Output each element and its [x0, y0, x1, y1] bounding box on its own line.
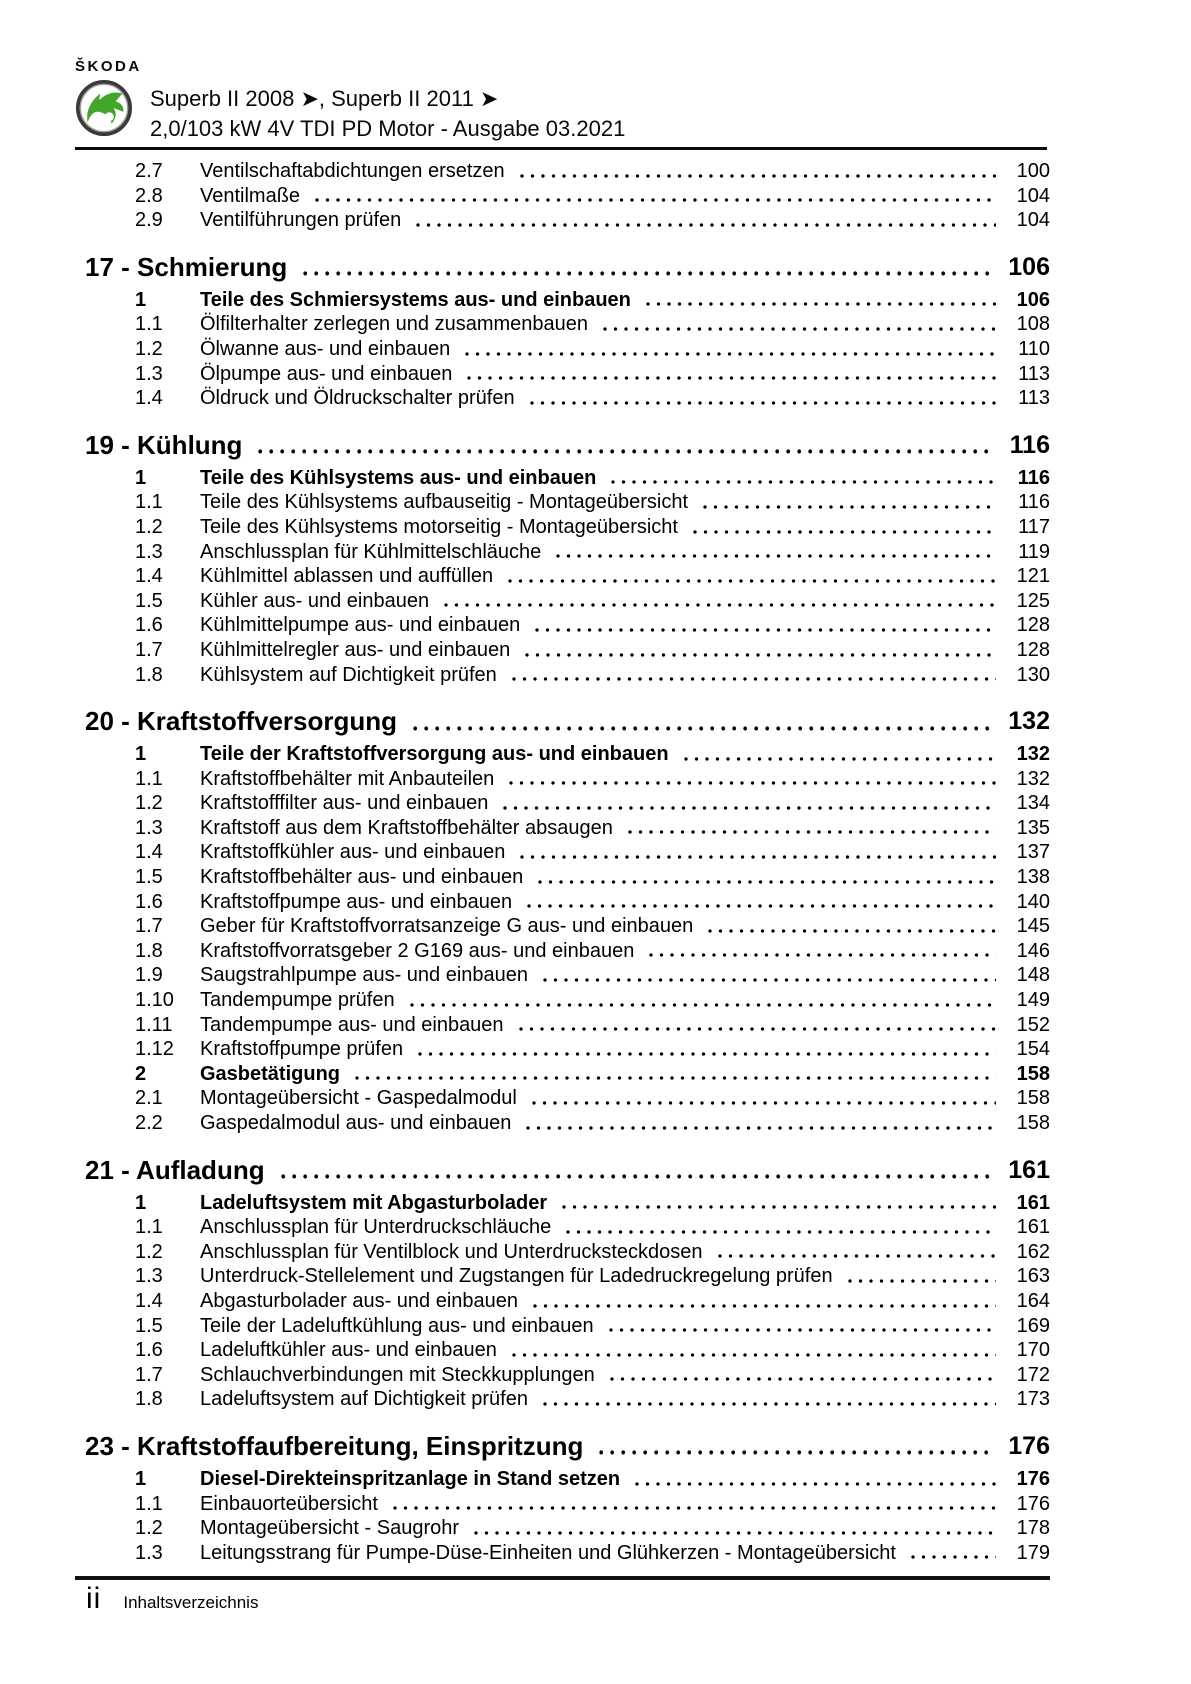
brand-block — [75, 58, 145, 142]
dot-leader — [418, 1037, 996, 1062]
toc-item-number: 1.1 — [135, 1216, 163, 1239]
toc-item-row — [85, 540, 1050, 565]
toc-item-title: Ölfilterhalter zerlegen und zusammenbauen — [200, 313, 588, 336]
toc-section-title: 21 - Aufladung — [85, 1154, 265, 1185]
dot-leader — [556, 540, 996, 565]
dot-leader — [693, 515, 996, 540]
toc-item-row — [85, 1363, 1050, 1388]
toc-item-page: 110 — [1018, 337, 1050, 360]
dot-leader — [393, 1492, 996, 1517]
footer — [86, 1582, 258, 1616]
toc-item-number: 2.2 — [135, 1112, 163, 1134]
toc-item-title: Unterdruck-Stellelement und Zugstangen für Ladedruckregelung prüfen — [200, 1265, 833, 1288]
toc-item-title: Tandempumpe prüfen — [200, 989, 395, 1012]
toc-item-number: 1.2 — [135, 515, 163, 538]
footer-page-number: ii — [86, 1582, 102, 1615]
toc-item-title: Abgasturbolader aus- und einbauen — [200, 1289, 519, 1312]
toc-item-number: 1 — [135, 466, 147, 489]
dot-leader — [562, 1191, 996, 1216]
dot-leader — [465, 337, 996, 362]
toc-item-row — [85, 184, 1050, 209]
toc-item-page: 161 — [1016, 1191, 1050, 1214]
toc-item-row — [85, 767, 1050, 792]
toc-item-page: 161 — [1016, 1216, 1050, 1239]
toc-item-row — [85, 564, 1050, 589]
toc-item-row — [85, 466, 1050, 491]
toc-section-page: 176 — [1008, 1431, 1050, 1460]
toc-item-title: Geber für Kraftstoffvorratsanzeige G aus- und einbauen — [200, 915, 694, 938]
header-title-line1: Superb II 2008 ➤, Superb II 2011 ➤ — [150, 86, 499, 111]
toc-item-page: 178 — [1016, 1517, 1050, 1540]
toc-item-title: Ladeluftkühler aus- und einbauen — [200, 1339, 497, 1362]
dot-leader — [520, 840, 996, 865]
toc-item-title: Teile der Kraftstoffversorgung aus- und einbauen — [200, 743, 669, 766]
dot-leader — [566, 1215, 996, 1240]
toc-item-title: Montageübersicht - Saugrohr — [200, 1517, 460, 1540]
toc-item-number: 2.7 — [135, 160, 163, 182]
toc-item-title: Ladeluftsystem auf Dichtigkeit prüfen — [200, 1388, 528, 1411]
toc-item-title: Öldruck und Öldruckschalter prüfen — [200, 387, 515, 410]
dot-leader — [527, 890, 996, 915]
dot-leader — [520, 159, 996, 184]
dot-leader — [609, 1314, 996, 1339]
toc-item-row — [85, 865, 1050, 890]
toc-item-row — [85, 515, 1050, 540]
toc-item-row — [85, 914, 1050, 939]
toc-item-number: 2.9 — [135, 209, 163, 232]
toc-item-title: Ladeluftsystem mit Abgasturbolader — [200, 1191, 548, 1214]
dot-leader — [410, 988, 996, 1013]
toc-item-page: 119 — [1018, 540, 1050, 563]
header-title-line2: 2,0/103 kW 4V TDI PD Motor - Ausgabe 03.2021 — [150, 116, 626, 141]
toc-section-title: 19 - Kühlung — [85, 429, 243, 460]
toc-section-page: 106 — [1008, 252, 1050, 281]
toc-item-number: 1 — [135, 743, 147, 766]
toc-section-title: 17 - Schmierung — [85, 251, 288, 282]
toc-item-number: 1 — [135, 288, 147, 311]
toc-item-number: 1.1 — [135, 1492, 163, 1515]
toc-item-page: 106 — [1016, 288, 1050, 311]
dot-leader — [444, 589, 996, 614]
table-of-contents — [85, 159, 1050, 1565]
toc-item-page: 104 — [1016, 184, 1050, 207]
toc-item-page: 121 — [1016, 565, 1050, 588]
toc-item-title: Anschlussplan für Ventilblock und Unterdrucksteckdosen — [200, 1240, 703, 1263]
toc-section-row — [85, 1428, 1050, 1464]
toc-item-page: 163 — [1016, 1265, 1050, 1288]
toc-item-row — [85, 362, 1050, 387]
toc-item-row — [85, 791, 1050, 816]
toc-item-number: 1.3 — [135, 1541, 163, 1564]
skoda-logo-icon — [75, 79, 133, 137]
toc-item-title: Tandempumpe aus- und einbauen — [200, 1013, 504, 1036]
toc-item-number: 1.9 — [135, 964, 163, 987]
toc-item-page: 113 — [1018, 362, 1050, 385]
toc-section-page: 116 — [1009, 430, 1050, 459]
toc-item-number: 1.7 — [135, 1363, 163, 1386]
toc-item-number: 1.5 — [135, 866, 163, 889]
toc-item-page: 162 — [1016, 1240, 1050, 1263]
dot-leader — [538, 865, 996, 890]
toc-item-page: 169 — [1016, 1314, 1050, 1337]
toc-item-row — [85, 1062, 1050, 1087]
toc-item-row — [85, 988, 1050, 1013]
toc-item-row — [85, 816, 1050, 841]
toc-item-title: Kühler aus- und einbauen — [200, 589, 430, 612]
toc-item-number: 1.4 — [135, 565, 163, 588]
dot-leader — [508, 564, 996, 589]
toc-item-number: 1.1 — [135, 491, 163, 514]
dot-leader — [543, 1387, 996, 1412]
toc-item-number: 1.5 — [135, 589, 163, 612]
toc-item-number: 1.3 — [135, 816, 163, 839]
toc-item-title: Gaspedalmodul aus- und einbauen — [200, 1112, 512, 1134]
toc-section-page: 161 — [1008, 1155, 1050, 1184]
toc-item-page: 104 — [1016, 209, 1050, 232]
toc-item-page: 132 — [1016, 743, 1050, 766]
dot-leader — [610, 1363, 996, 1388]
footer-section-label: Inhaltsverzeichnis — [123, 1593, 259, 1612]
toc-item-title: Diesel-Direkteinspritzanlage in Stand setzen — [200, 1467, 621, 1490]
toc-item-row — [85, 939, 1050, 964]
toc-item-row — [85, 208, 1050, 233]
toc-item-number: 1.4 — [135, 1289, 163, 1312]
toc-item-number: 1.1 — [135, 313, 163, 336]
toc-item-title: Teile des Kühlsystems aus- und einbauen — [200, 466, 597, 489]
toc-item-title: Teile des Kühlsystems aufbauseitig - Montageübersicht — [200, 491, 689, 514]
toc-item-title: Teile des Kühlsystems motorseitig - Montageübersicht — [200, 515, 678, 538]
dot-leader — [512, 663, 996, 688]
toc-item-row — [85, 490, 1050, 515]
toc-item-row — [85, 337, 1050, 362]
toc-item-row — [85, 1541, 1050, 1566]
dot-leader — [718, 1240, 997, 1265]
toc-item-page: 172 — [1016, 1363, 1050, 1386]
toc-item-number: 1.6 — [135, 1339, 163, 1362]
toc-item-row — [85, 1387, 1050, 1412]
toc-item-number: 1.2 — [135, 1240, 163, 1263]
toc-item-page: 158 — [1016, 1062, 1050, 1085]
toc-item-row — [85, 1240, 1050, 1265]
toc-item-row — [85, 589, 1050, 614]
toc-item-title: Einbauorteübersicht — [200, 1492, 378, 1515]
toc-item-page: 128 — [1016, 638, 1050, 661]
toc-item-page: 152 — [1016, 1013, 1050, 1036]
toc-item-row — [85, 288, 1050, 313]
toc-item-page: 130 — [1016, 663, 1050, 686]
toc-item-row — [85, 840, 1050, 865]
header-divider — [75, 147, 1047, 150]
toc-item-row — [85, 1492, 1050, 1517]
toc-item-row — [85, 1264, 1050, 1289]
toc-item-number: 1.5 — [135, 1314, 163, 1337]
toc-item-page: 128 — [1016, 614, 1050, 637]
toc-item-title: Ölpumpe aus- und einbauen — [200, 362, 453, 385]
toc-item-number: 1.2 — [135, 792, 163, 815]
dot-leader — [474, 1516, 996, 1541]
toc-item-page: 138 — [1016, 866, 1050, 889]
dot-leader — [543, 963, 996, 988]
toc-section-row — [85, 249, 1050, 285]
dot-leader — [526, 1111, 996, 1136]
toc-item-page: 146 — [1016, 939, 1050, 962]
toc-item-page: 154 — [1016, 1038, 1050, 1061]
toc-item-title: Montageübersicht - Gaspedalmodul — [200, 1087, 517, 1110]
toc-item-number: 1.12 — [135, 1038, 174, 1061]
toc-item-row — [85, 1013, 1050, 1038]
toc-item-row — [85, 1314, 1050, 1339]
dot-leader — [649, 939, 996, 964]
toc-item-page: 158 — [1016, 1087, 1050, 1110]
dot-leader — [512, 1338, 996, 1363]
toc-item-title: Schlauchverbindungen mit Steckkupplungen — [200, 1363, 595, 1386]
toc-item-page: 137 — [1016, 841, 1050, 864]
toc-item-row — [85, 1086, 1050, 1111]
toc-section-title: 20 - Kraftstoffversorgung — [85, 706, 398, 737]
toc-item-number: 1.11 — [135, 1013, 173, 1036]
toc-item-page: 173 — [1016, 1388, 1050, 1411]
dot-leader — [258, 427, 992, 463]
dot-leader — [503, 791, 996, 816]
toc-item-page: 116 — [1017, 466, 1050, 489]
toc-item-page: 135 — [1016, 816, 1050, 839]
toc-item-number: 1.7 — [135, 915, 163, 938]
toc-item-title: Kraftstoffvorratsgeber 2 G169 aus- und einbauen — [200, 939, 635, 962]
toc-item-row — [85, 1191, 1050, 1216]
toc-item-title: Teile des Schmiersystems aus- und einbauen — [200, 288, 631, 311]
skoda-wordmark: ŠKODA — [75, 58, 142, 75]
toc-item-page: 145 — [1016, 915, 1050, 938]
toc-item-number: 2.1 — [135, 1087, 163, 1110]
toc-item-title: Kraftstofffilter aus- und einbauen — [200, 792, 489, 815]
dot-leader — [646, 288, 996, 313]
toc-item-title: Kraftstoffpumpe prüfen — [200, 1038, 404, 1061]
toc-item-title: Kraftstoffbehälter aus- und einbauen — [200, 866, 524, 889]
toc-item-number: 2.8 — [135, 184, 163, 207]
toc-item-page: 132 — [1016, 767, 1050, 790]
toc-item-number: 1.10 — [135, 989, 174, 1012]
dot-leader — [532, 1086, 996, 1111]
dot-leader — [628, 816, 996, 841]
toc-item-page: 117 — [1018, 515, 1050, 538]
toc-item-title: Leitungsstrang für Pumpe-Düse-Einheiten und Glühkerzen - Montageübersicht — [200, 1541, 896, 1564]
toc-section-row — [85, 427, 1050, 463]
toc-item-row — [85, 1215, 1050, 1240]
toc-item-row — [85, 1037, 1050, 1062]
toc-item-number: 1.3 — [135, 362, 163, 385]
dot-leader — [611, 466, 996, 491]
toc-item-page: 176 — [1016, 1467, 1050, 1490]
toc-item-row — [85, 1516, 1050, 1541]
dot-leader — [603, 312, 996, 337]
dot-leader — [848, 1264, 996, 1289]
toc-item-number: 1 — [135, 1467, 147, 1490]
toc-item-page: 100 — [1016, 160, 1050, 182]
dot-leader — [315, 184, 996, 209]
toc-item-number: 1.4 — [135, 841, 163, 864]
toc-item-row — [85, 159, 1050, 184]
dot-leader — [708, 914, 996, 939]
toc-section-page: 132 — [1008, 707, 1050, 736]
toc-item-title: Kühlmittel ablassen und auffüllen — [200, 565, 494, 588]
toc-item-title: Kraftstoff aus dem Kraftstoffbehälter absaugen — [200, 816, 613, 839]
toc-item-page: 108 — [1016, 313, 1050, 336]
toc-item-title: Teile der Ladeluftkühlung aus- und einbauen — [200, 1314, 594, 1337]
toc-item-row — [85, 663, 1050, 688]
dot-leader — [281, 1152, 992, 1188]
dot-leader — [530, 386, 996, 411]
dot-leader — [535, 613, 996, 638]
dot-leader — [599, 1428, 992, 1464]
toc-item-row — [85, 1338, 1050, 1363]
dot-leader — [355, 1062, 996, 1087]
toc-item-page: 113 — [1018, 387, 1050, 410]
toc-item-number: 1.3 — [135, 1265, 163, 1288]
footer-divider — [75, 1576, 1050, 1580]
toc-item-page: 134 — [1016, 792, 1050, 815]
dot-leader — [509, 767, 996, 792]
toc-item-title: Ventilschaftabdichtungen ersetzen — [200, 160, 505, 182]
toc-item-title: Ventilführungen prüfen — [200, 209, 402, 232]
toc-item-row — [85, 890, 1050, 915]
toc-item-number: 1.7 — [135, 638, 163, 661]
toc-item-number: 1.8 — [135, 663, 163, 686]
toc-item-row — [85, 742, 1050, 767]
toc-section-title: 23 - Kraftstoffaufbereitung, Einspritzung — [85, 1430, 584, 1461]
dot-leader — [703, 490, 996, 515]
dot-leader — [635, 1467, 996, 1492]
toc-item-row — [85, 1289, 1050, 1314]
toc-section-row — [85, 1152, 1050, 1188]
toc-item-page: 170 — [1016, 1339, 1050, 1362]
toc-item-page: 125 — [1016, 589, 1050, 612]
toc-item-title: Kühlmittelpumpe aus- und einbauen — [200, 614, 521, 637]
dot-leader — [525, 638, 996, 663]
toc-item-row — [85, 1111, 1050, 1136]
toc-item-row — [85, 1467, 1050, 1492]
toc-item-page: 116 — [1018, 491, 1050, 514]
toc-item-page: 148 — [1016, 964, 1050, 987]
toc-section-row — [85, 703, 1050, 739]
toc-item-page: 149 — [1016, 989, 1050, 1012]
toc-item-number: 1.8 — [135, 1388, 163, 1411]
toc-item-title: Kraftstoffpumpe aus- und einbauen — [200, 890, 513, 913]
dot-leader — [413, 703, 992, 739]
dot-leader — [416, 208, 996, 233]
toc-item-row — [85, 638, 1050, 663]
toc-item-title: Kraftstoffkühler aus- und einbauen — [200, 841, 506, 864]
toc-item-title: Kraftstoffbehälter mit Anbauteilen — [200, 767, 495, 790]
dot-leader — [519, 1013, 996, 1038]
toc-item-number: 2 — [135, 1062, 147, 1085]
toc-item-number: 1.6 — [135, 890, 163, 913]
toc-item-number: 1.8 — [135, 939, 163, 962]
toc-item-row — [85, 312, 1050, 337]
toc-item-page: 176 — [1016, 1492, 1050, 1515]
toc-item-row — [85, 613, 1050, 638]
toc-item-title: Gasbetätigung — [200, 1062, 341, 1085]
dot-leader — [467, 362, 996, 387]
toc-item-page: 158 — [1016, 1112, 1050, 1134]
toc-item-title: Ventilmaße — [200, 184, 301, 207]
toc-item-number: 1.1 — [135, 767, 163, 790]
toc-item-page: 164 — [1016, 1289, 1050, 1312]
toc-item-title: Ölwanne aus- und einbauen — [200, 337, 451, 360]
dot-leader — [911, 1541, 996, 1566]
toc-item-number: 1.6 — [135, 614, 163, 637]
toc-item-title: Anschlussplan für Unterdruckschläuche — [200, 1216, 552, 1239]
toc-item-number: 1.4 — [135, 387, 163, 410]
dot-leader — [684, 742, 996, 767]
toc-item-title: Kühlsystem auf Dichtigkeit prüfen — [200, 663, 497, 686]
toc-item-row — [85, 386, 1050, 411]
dot-leader — [533, 1289, 996, 1314]
toc-item-title: Kühlmittelregler aus- und einbauen — [200, 638, 511, 661]
toc-item-number: 1.2 — [135, 337, 163, 360]
toc-item-title: Anschlussplan für Kühlmittelschläuche — [200, 540, 542, 563]
toc-item-title: Saugstrahlpumpe aus- und einbauen — [200, 964, 529, 987]
toc-item-number: 1.3 — [135, 540, 163, 563]
toc-item-number: 1.2 — [135, 1517, 163, 1540]
toc-item-page: 179 — [1016, 1541, 1050, 1564]
dot-leader — [303, 249, 992, 285]
toc-item-number: 1 — [135, 1191, 147, 1214]
toc-item-page: 140 — [1016, 890, 1050, 913]
header-titles — [150, 84, 625, 144]
toc-item-row — [85, 963, 1050, 988]
